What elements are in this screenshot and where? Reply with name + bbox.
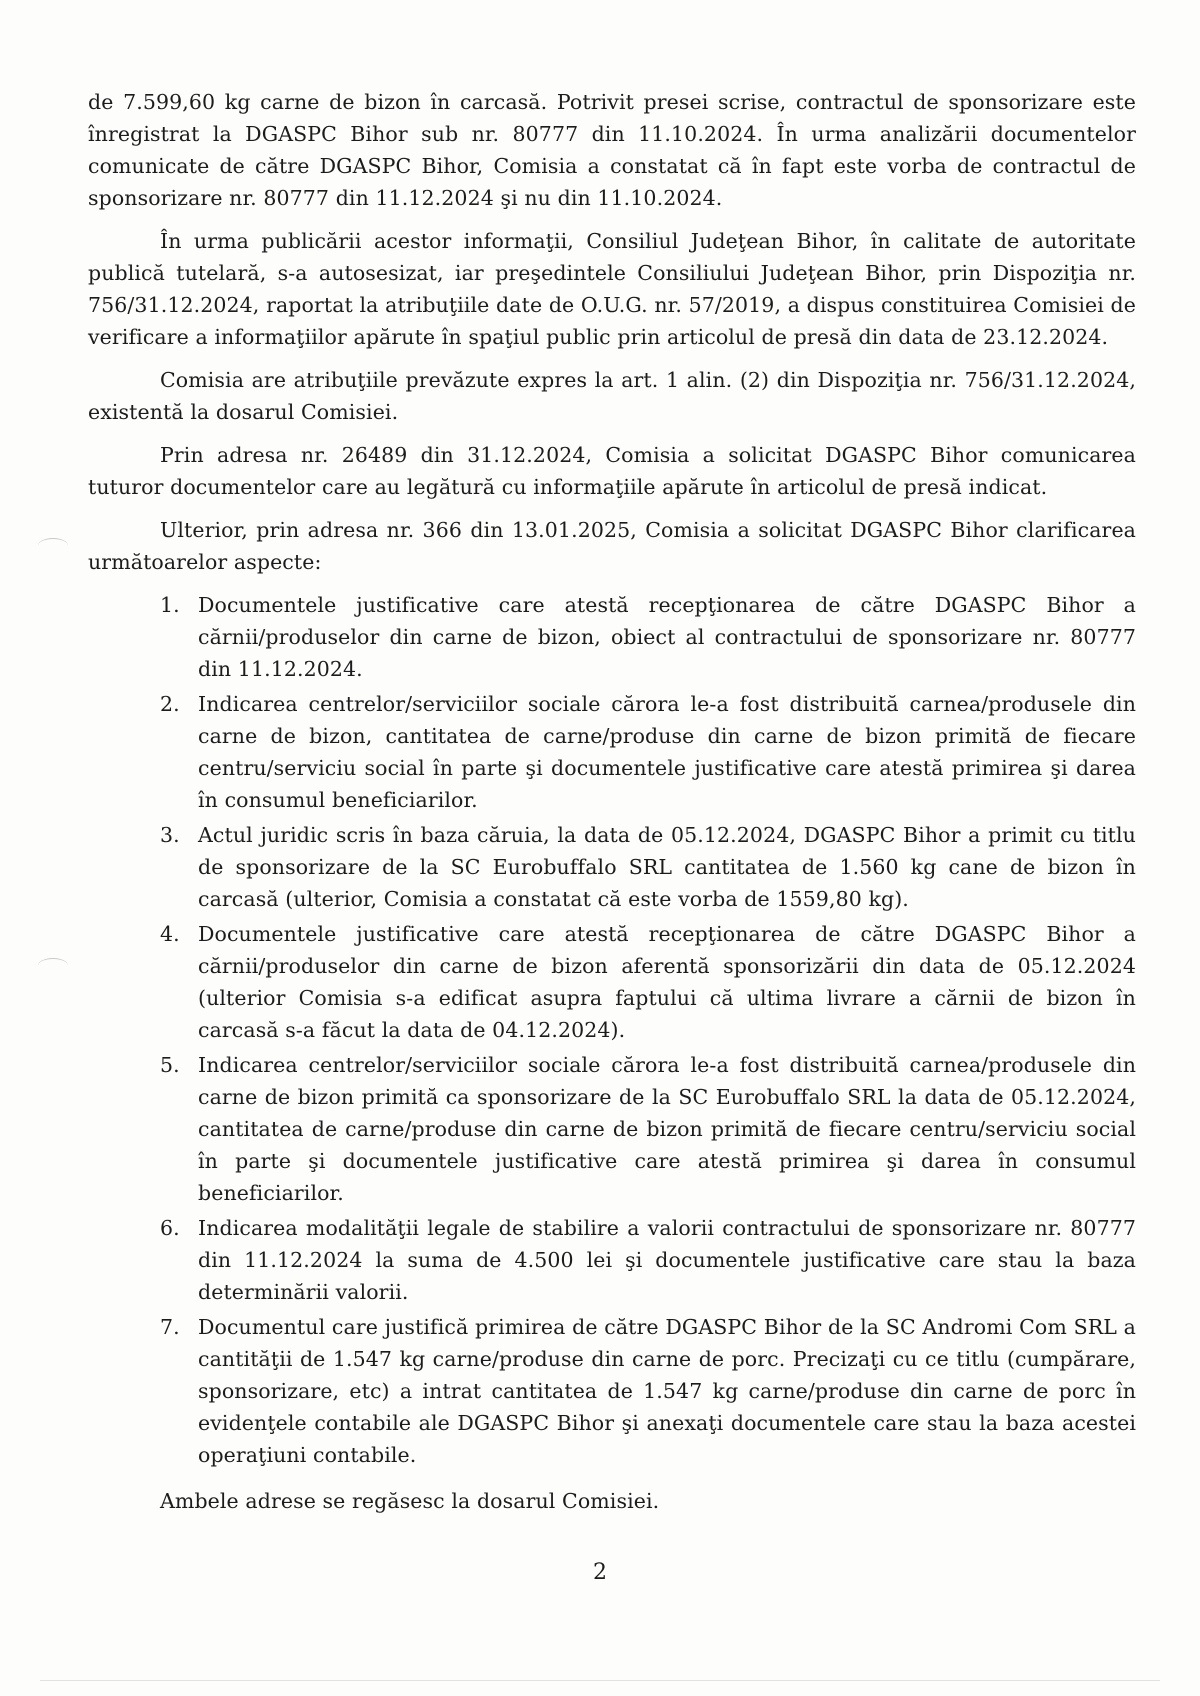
list-item-number: 3. [160,823,180,847]
paragraph-second-request: Ulterior, prin adresa nr. 366 din 13.01.2025, Comisia a solicitat DGASPC Bihor clarificarea următoarelor aspecte: [88,518,1136,574]
list-item-text: Indicarea centrelor/serviciilor sociale cărora le-a fost distribuită carnea/produsele din carne de bizon, cantitatea de carne/produse din carne de bizon primită de fiecare centru/serviciu social în parte şi documentele justificative care atestă primirea şi darea în consumul beneficiarilor. [198,692,1136,812]
list-item [88,1049,1136,1209]
list-item [88,819,1136,915]
paragraph-continuation: de 7.599,60 kg carne de bizon în carcasă. Potrivit presei scrise, contractul de sponsorizare este înregistrat la DGASPC Bihor sub nr. 80777 din 11.10.2024. În urma analizării documentelor comunicate de către DGASPC Bihor, Comisia a constatat că în fapt este vorba de contractul de sponsorizare nr. 80777 din 11.12.2024 şi nu din 11.10.2024. [88,90,1136,210]
paragraph-commission-duties: Comisia are atribuţiile prevăzute expres la art. 1 alin. (2) din Dispoziţia nr. 756/31.12.2024, existentă la dosarul Comisiei. [88,368,1136,424]
punch-hole-mark [38,958,68,973]
list-item [88,1311,1136,1471]
list-item-number: 2. [160,692,180,716]
list-item-number: 5. [160,1053,180,1077]
page-bottom-edge [40,1680,1160,1681]
list-item-text: Indicarea centrelor/serviciilor sociale cărora le-a fost distribuită carnea/produsele din carne de bizon primită ca sponsorizare de la SC Eurobuffalo SRL la data de 05.12.2024, cantitatea de carne/produse din carne de bizon primită de fiecare centru/serviciu social în parte şi documentele justificative care atestă primirea şi darea în consumul beneficiarilor. [198,1053,1136,1205]
list-item [88,1212,1136,1308]
list-item-text: Indicarea modalităţii legale de stabilire a valorii contractului de sponsorizare nr. 80777 din 11.12.2024 la suma de 4.500 lei şi documentele justificative care stau la baza determinării valorii. [198,1216,1136,1304]
paragraph-first-request: Prin adresa nr. 26489 din 31.12.2024, Comisia a solicitat DGASPC Bihor comunicarea tuturor documentelor care au legătură cu informaţiile apărute în articolul de presă indicat. [88,443,1136,499]
list-item [88,688,1136,816]
clarification-list [88,589,1136,1471]
paragraph-closing: Ambele adrese se regăsesc la dosarul Comisiei. [160,1489,660,1513]
list-item-number: 7. [160,1315,180,1339]
punch-hole-mark [38,538,68,553]
list-item-text: Actul juridic scris în baza căruia, la data de 05.12.2024, DGASPC Bihor a primit cu titlu de sponsorizare de la SC Eurobuffalo SRL cantitatea de 1.560 kg cane de bizon în carcasă (ulterior, Comisia a constatat că este vorba de 1559,80 kg). [198,823,1136,911]
list-item-text: Documentul care justifică primirea de către DGASPC Bihor de la SC Andromi Com SRL a cantităţii de 1.547 kg carne/produse din carne de porc. Precizaţi cu ce titlu (cumpărare, sponsorizare, etc) a intrat cantitatea de 1.547 kg carne/produse din carne de porc în evidenţele contabile ale DGASPC Bihor şi anexaţi documentele care stau la baza acestei operaţiuni contabile. [198,1315,1136,1467]
list-item [88,918,1136,1046]
document-body [88,86,1136,1528]
list-item-number: 6. [160,1216,180,1240]
list-item-number: 4. [160,922,180,946]
paragraph-commission-established: În urma publicării acestor informaţii, Consiliul Judeţean Bihor, în calitate de autoritate publică tutelară, s-a autosesizat, iar preşedintele Consiliului Judeţean Bihor, prin Dispoziţia nr. 756/31.12.2024, raportat la atribuţiile date de O.U.G. nr. 57/2019, a dispus constituirea Comisiei de verificare a informaţiilor apărute în spaţiul public prin articolul de presă din data de 23.12.2024. [88,229,1136,349]
page-number: 2 [593,1560,607,1585]
list-item [88,589,1136,685]
list-item-number: 1. [160,593,180,617]
list-item-text: Documentele justificative care atestă recepţionarea de către DGASPC Bihor a cărnii/produselor din carne de bizon aferentă sponsorizării din data de 05.12.2024 (ulterior Comisia s-a edificat asupra faptului că ultima livrare a cărnii de bizon în carcasă s-a făcut la data de 04.12.2024). [198,922,1136,1042]
list-item-text: Documentele justificative care atestă recepţionarea de către DGASPC Bihor a cărnii/produselor din carne de bizon, obiect al contractului de sponsorizare nr. 80777 din 11.12.2024. [198,593,1136,681]
